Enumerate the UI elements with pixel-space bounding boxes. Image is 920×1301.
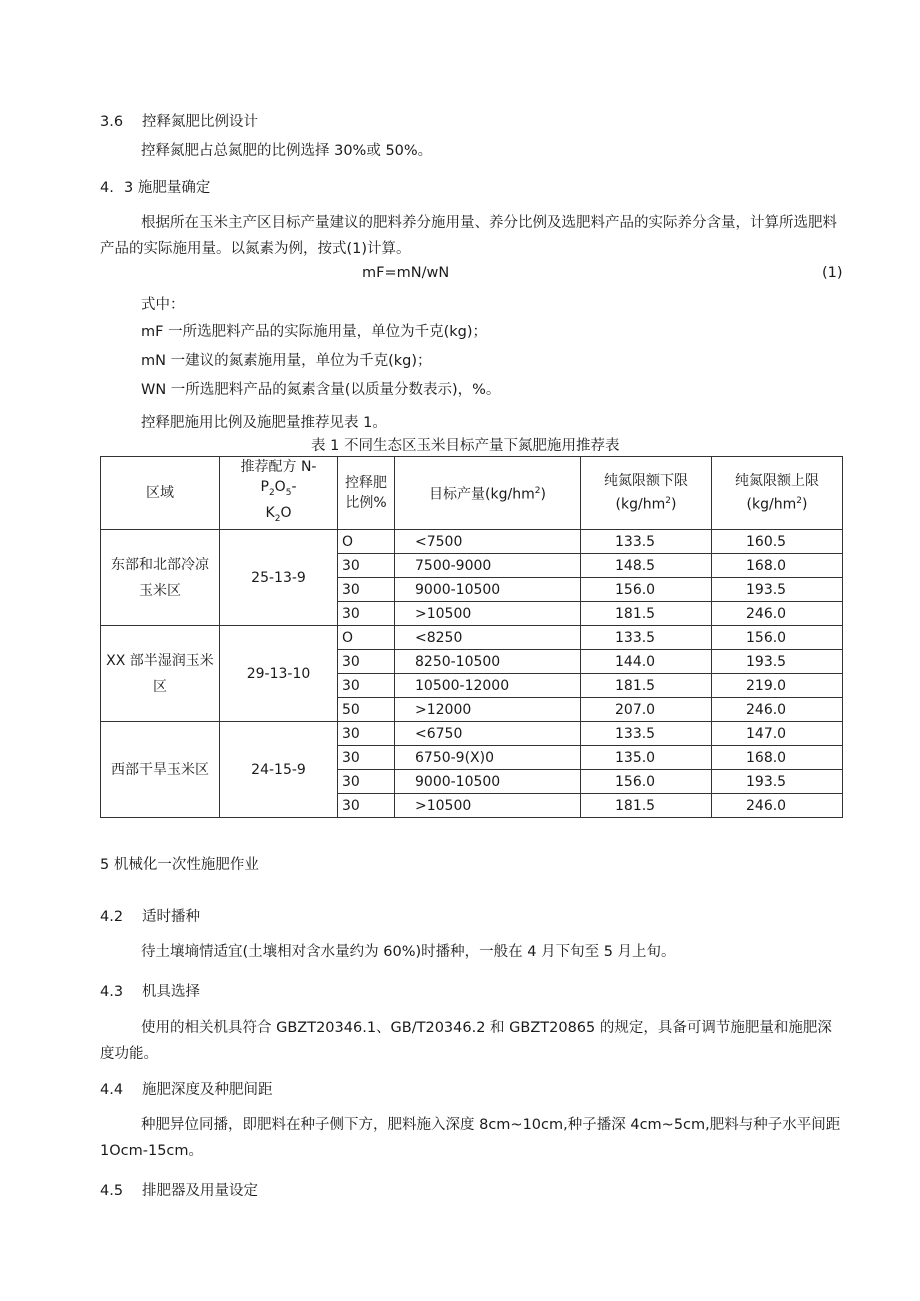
- table-header-row: [101, 457, 843, 530]
- table-row: [101, 722, 843, 746]
- section-title: 控释氮肥比例设计: [142, 114, 258, 130]
- section-4-2-body: 待土壤墒情适宜(土壤相对含水量约为 60%)时播种，一般在 4 月下旬至 5 月上旬。: [141, 944, 676, 960]
- table-reference: 控释肥施用比例及施肥量推荐见表 1。: [141, 415, 387, 431]
- region-cell: 西部干旱玉米区: [101, 722, 220, 818]
- header-formula: 推荐配方 $N-P_2O_5-$ $K_2O$: [220, 457, 338, 530]
- upper-cell: 246.0: [712, 794, 843, 818]
- section-title: 排肥器及用量设定: [142, 1183, 258, 1199]
- yield-cell: >12000: [395, 698, 581, 722]
- section-number: 3.6: [100, 114, 124, 130]
- lower-cell: 181.5: [581, 794, 712, 818]
- header-upper-limit: 纯氮限额上限 $(kg/hm^2)$: [712, 457, 843, 530]
- upper-cell: 219.0: [712, 674, 843, 698]
- table-row: [101, 626, 843, 650]
- section-4-3-heading: [100, 178, 210, 198]
- where-item: WN 一所选肥料产品的氮素含量(以质量分数表示)，%。: [141, 382, 501, 398]
- formula-label: (1): [822, 265, 843, 281]
- section-3-6-body: 控释氮肥占总氮肥的比例选择 30%或 50%。: [141, 143, 433, 159]
- section-number: 4.2: [100, 909, 124, 925]
- ratio-cell: 30: [338, 602, 395, 626]
- header-ratio: 控释肥 比例%: [338, 457, 395, 530]
- yield-cell: 6750-9(X)0: [395, 746, 581, 770]
- yield-cell: <7500: [395, 530, 581, 554]
- section-4-4-body: 种肥异位同播，即肥料在种子侧下方，肥料施入深度 8cm~10cm,种子播深 4cm~5cm,肥料与种子水平间距 1Ocm-15cm。: [100, 1117, 841, 1159]
- section-4-3-body: 使用的相关机具符合 GBZT20346.1、GB/T20346.2 和 GBZT20865 的规定，具备可调节施肥量和施肥深度功能。: [100, 1020, 832, 1062]
- nitrogen-recommendation-table: [100, 456, 843, 818]
- ratio-cell: 30: [338, 554, 395, 578]
- lower-cell: 207.0: [581, 698, 712, 722]
- yield-cell: 7500-9000: [395, 554, 581, 578]
- formula-cell: 25-13-9: [220, 530, 338, 626]
- upper-cell: 160.5: [712, 530, 843, 554]
- header-lower-limit: 纯氮限额下限 $(kg/hm^2)$: [581, 457, 712, 530]
- lower-cell: 135.0: [581, 746, 712, 770]
- section-title: 施肥深度及种肥间距: [142, 1082, 273, 1098]
- yield-cell: >10500: [395, 794, 581, 818]
- section-title: 机具选择: [142, 984, 200, 1000]
- section-title: 3 施肥量确定: [124, 180, 211, 196]
- header-yield: 目标产量$(kg/hm^2)$: [395, 457, 581, 530]
- table-row: [101, 530, 843, 554]
- lower-cell: 133.5: [581, 530, 712, 554]
- ratio-cell: O: [338, 530, 395, 554]
- lower-cell: 133.5: [581, 626, 712, 650]
- section-5-heading: 5 机械化一次性施肥作业: [100, 857, 259, 873]
- yield-cell: >10500: [395, 602, 581, 626]
- upper-cell: 193.5: [712, 650, 843, 674]
- upper-cell: 147.0: [712, 722, 843, 746]
- section-number: 4.3: [100, 984, 124, 1000]
- lower-cell: 181.5: [581, 602, 712, 626]
- lower-cell: 148.5: [581, 554, 712, 578]
- yield-cell: 9000-10500: [395, 578, 581, 602]
- ratio-cell: O: [338, 626, 395, 650]
- ratio-cell: 30: [338, 722, 395, 746]
- calculation-paragraph: 根据所在玉米主产区目标产量建议的肥料养分施用量、养分比例及选肥料产品的实际养分含量，计算所选肥料产品的实际施用量。以氮素为例，按式(1)计算。: [100, 215, 837, 257]
- section-number: 4.: [100, 180, 114, 196]
- section-4-5-heading: [100, 1181, 258, 1201]
- section-number: 4.4: [100, 1082, 124, 1098]
- ratio-cell: 30: [338, 794, 395, 818]
- lower-cell: 144.0: [581, 650, 712, 674]
- lower-cell: 156.0: [581, 578, 712, 602]
- yield-cell: <8250: [395, 626, 581, 650]
- region-cell: XX 部半湿润玉米区: [101, 626, 220, 722]
- section-title: 适时播种: [142, 909, 200, 925]
- formula: mF=mN/wN: [362, 265, 450, 281]
- where-title: 式中：: [141, 297, 185, 313]
- upper-cell: 246.0: [712, 602, 843, 626]
- ratio-cell: 50: [338, 698, 395, 722]
- lower-cell: 181.5: [581, 674, 712, 698]
- upper-cell: 168.0: [712, 746, 843, 770]
- ratio-cell: 30: [338, 674, 395, 698]
- region-cell: 东部和北部冷凉玉米区: [101, 530, 220, 626]
- upper-cell: 193.5: [712, 770, 843, 794]
- section-4-4-heading: [100, 1080, 273, 1100]
- upper-cell: 168.0: [712, 554, 843, 578]
- ratio-cell: 30: [338, 746, 395, 770]
- section-4-3-heading: [100, 982, 200, 1002]
- ratio-cell: 30: [338, 770, 395, 794]
- section-4-2-heading: [100, 907, 200, 927]
- lower-cell: 156.0: [581, 770, 712, 794]
- ratio-cell: 30: [338, 650, 395, 674]
- formula-cell: 24-15-9: [220, 722, 338, 818]
- yield-cell: 8250-10500: [395, 650, 581, 674]
- section-number: 4.5: [100, 1183, 124, 1199]
- header-region: 区域: [101, 457, 220, 530]
- where-item: mF 一所选肥料产品的实际施用量，单位为千克(kg)；: [141, 324, 487, 340]
- ratio-cell: 30: [338, 578, 395, 602]
- where-item: mN 一建议的氮素施用量，单位为千克(kg)；: [141, 353, 432, 369]
- table-caption: 表 1 不同生态区玉米目标产量下氮肥施用推荐表: [311, 438, 620, 454]
- yield-cell: <6750: [395, 722, 581, 746]
- yield-cell: 10500-12000: [395, 674, 581, 698]
- yield-cell: 9000-10500: [395, 770, 581, 794]
- section-3-6-heading: [100, 112, 258, 132]
- formula-cell: 29-13-10: [220, 626, 338, 722]
- upper-cell: 246.0: [712, 698, 843, 722]
- lower-cell: 133.5: [581, 722, 712, 746]
- upper-cell: 193.5: [712, 578, 843, 602]
- upper-cell: 156.0: [712, 626, 843, 650]
